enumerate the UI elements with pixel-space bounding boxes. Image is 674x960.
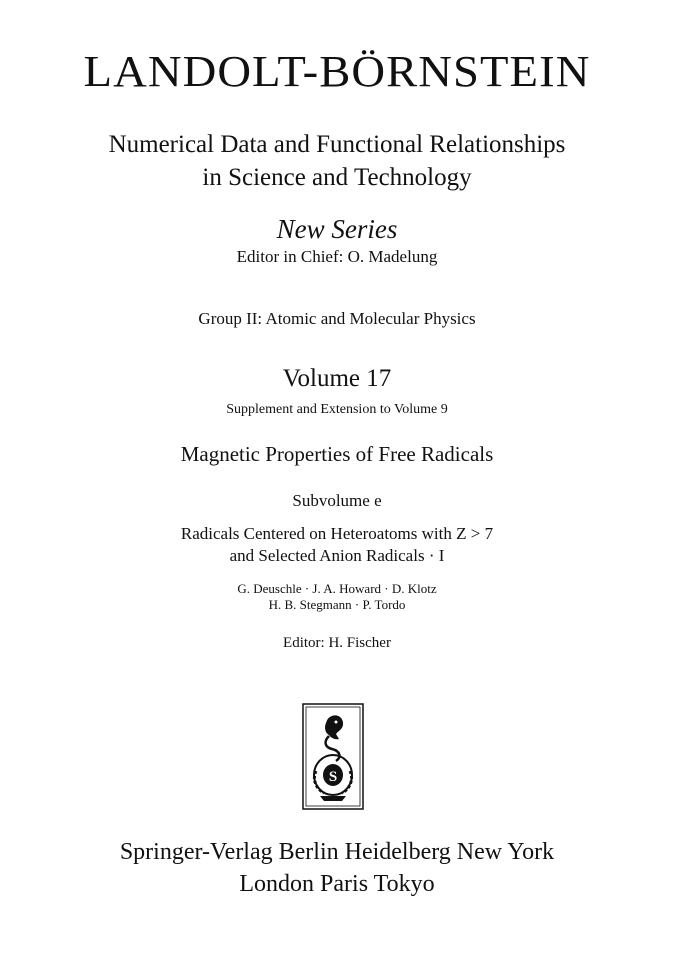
subvolume-label: Subvolume e [292, 491, 382, 510]
volume-number: Volume 17 [282, 365, 392, 392]
subtitle-line-1: Numerical Data and Functional Relationships [108, 131, 566, 158]
subtitle-line-2: in Science and Technology [202, 164, 472, 191]
volume-editor: Editor: H. Fischer [283, 635, 391, 651]
springer-chess-knight-emblem-icon [302, 703, 364, 810]
publisher-line-1: Springer-Verlag Berlin Heidelberg New York [119, 839, 555, 865]
group-heading: Group II: Atomic and Molecular Physics [198, 309, 476, 328]
radicals-title-line-1: Radicals Centered on Heteroatoms with Z > 7 [180, 524, 494, 543]
editor-in-chief: Editor in Chief: O. Madelung [236, 247, 438, 266]
supplement-note: Supplement and Extension to Volume 9 [226, 402, 448, 417]
new-series-label: New Series [276, 214, 398, 244]
authors-line-1: G. Deuschle · J. A. Howard · D. Klotz [237, 581, 437, 596]
main-topic-title: Magnetic Properties of Free Radicals [180, 442, 494, 466]
series-title: LANDOLT-BÖRNSTEIN [83, 47, 591, 96]
radicals-title-line-2: and Selected Anion Radicals · I [229, 546, 445, 565]
svg-text:S: S [328, 769, 338, 785]
authors-line-2: H. B. Stegmann · P. Tordo [268, 597, 406, 612]
publisher-line-2: London Paris Tokyo [239, 871, 435, 897]
